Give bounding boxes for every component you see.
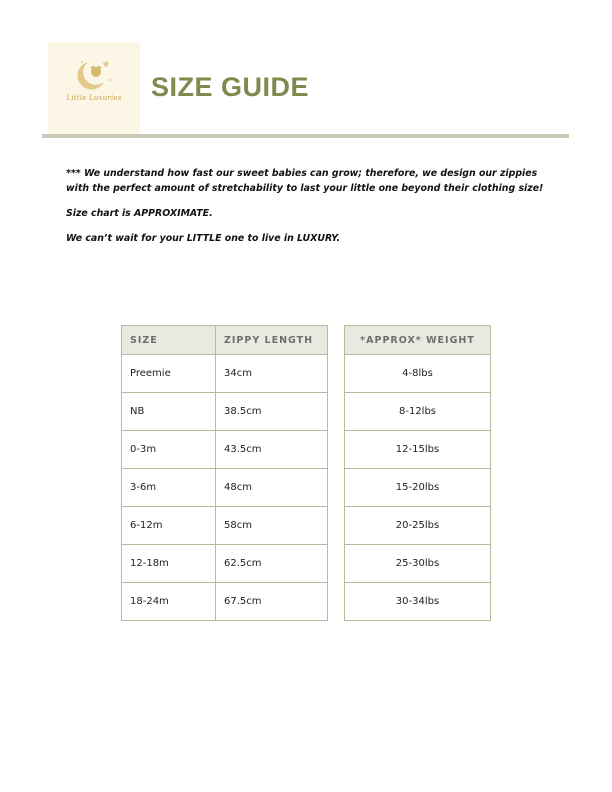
intro-luxury-note: We can’t wait for your LITTLE one to live in LUXURY. — [66, 233, 341, 244]
length-cell: 67.5cm — [216, 583, 328, 621]
table-row — [345, 431, 491, 469]
header-divider — [42, 134, 569, 138]
size-cell: 3-6m — [122, 469, 216, 507]
size-length-table — [121, 325, 328, 621]
weight-cell: 15-20lbs — [345, 469, 491, 507]
table-row — [122, 393, 328, 431]
weight-column-header: *APPROX* WEIGHT — [345, 326, 491, 355]
length-cell: 43.5cm — [216, 431, 328, 469]
table-row — [122, 545, 328, 583]
size-cell: 6-12m — [122, 507, 216, 545]
moon-bear-icon — [48, 42, 140, 134]
length-cell: 48cm — [216, 469, 328, 507]
weight-cell: 4-8lbs — [345, 355, 491, 393]
length-cell: 62.5cm — [216, 545, 328, 583]
table-header-row — [122, 326, 328, 355]
table-row — [345, 507, 491, 545]
weight-cell: 12-15lbs — [345, 431, 491, 469]
table-row — [122, 469, 328, 507]
length-cell: 38.5cm — [216, 393, 328, 431]
size-cell: 0-3m — [122, 431, 216, 469]
weight-cell: 8-12lbs — [345, 393, 491, 431]
zippy-length-column-header: ZIPPY LENGTH — [216, 326, 328, 355]
table-row — [345, 583, 491, 621]
size-cell: 12-18m — [122, 545, 216, 583]
size-column-header: SIZE — [122, 326, 216, 355]
page-title: SIZE GUIDE — [151, 72, 310, 102]
table-row — [122, 431, 328, 469]
size-cell: 18-24m — [122, 583, 216, 621]
length-cell: 58cm — [216, 507, 328, 545]
size-cell: NB — [122, 393, 216, 431]
table-row — [345, 355, 491, 393]
table-row — [122, 507, 328, 545]
table-row — [122, 355, 328, 393]
intro-stretch-note: *** We understand how fast our sweet babies can grow; therefore, we design our zippies with the perfect amount of stretchability to last your little one beyond their clothing size! — [66, 168, 544, 194]
weight-table — [344, 325, 491, 621]
table-header-row — [345, 326, 491, 355]
weight-cell: 20-25lbs — [345, 507, 491, 545]
intro-text — [66, 166, 556, 256]
table-row — [345, 469, 491, 507]
intro-approximate-note: Size chart is APPROXIMATE. — [66, 208, 213, 219]
table-row — [345, 545, 491, 583]
length-cell: 34cm — [216, 355, 328, 393]
size-cell: Preemie — [122, 355, 216, 393]
table-row — [122, 583, 328, 621]
weight-cell: 30-34lbs — [345, 583, 491, 621]
weight-cell: 25-30lbs — [345, 545, 491, 583]
logo-text: Little Luxuries — [66, 94, 122, 102]
table-row — [345, 393, 491, 431]
brand-logo — [48, 42, 140, 134]
